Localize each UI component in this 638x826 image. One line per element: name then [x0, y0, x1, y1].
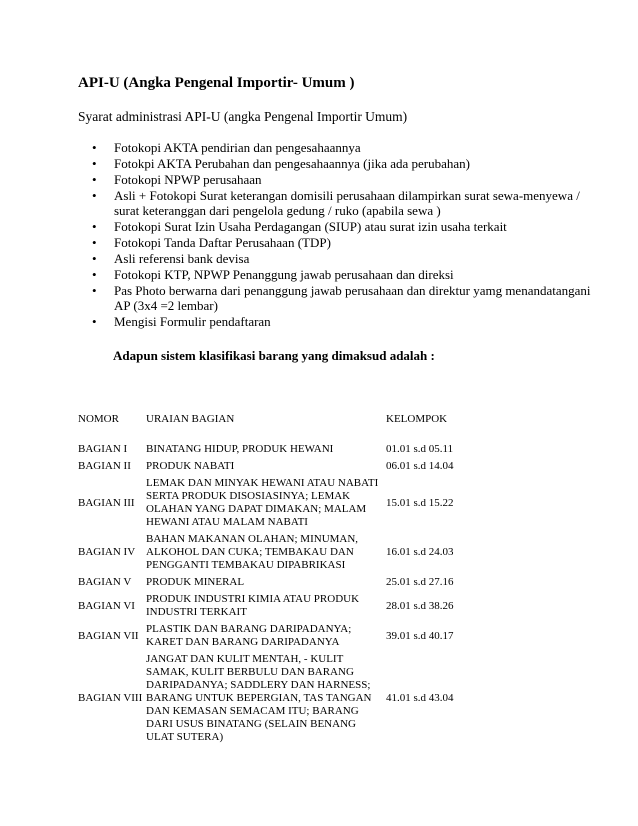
cell-uraian: PLASTIK DAN BARANG DARIPADANYA; KARET DAN BARANG DARIPADANYA — [146, 623, 352, 648]
requirement-text: Fotokopi KTP, NPWP Penanggung jawab perusahaan dan direksi — [114, 267, 454, 282]
header-spacer — [78, 433, 498, 442]
table-row — [78, 459, 498, 476]
table-row — [78, 442, 498, 459]
requirement-item — [92, 314, 592, 329]
table-header-row — [78, 413, 498, 433]
table-row — [78, 652, 498, 747]
bullet-icon: • — [92, 172, 97, 187]
requirements-list — [92, 140, 592, 330]
cell-uraian: BINATANG HIDUP, PRODUK HEWANI — [146, 443, 334, 455]
bullet-icon: • — [92, 156, 97, 171]
bullet-icon: • — [92, 188, 97, 203]
cell-kelompok: 15.01 s.d 15.22 — [386, 496, 454, 509]
table-body — [78, 442, 498, 747]
cell-kelompok: 16.01 s.d 24.03 — [386, 546, 454, 558]
bullet-icon: • — [92, 267, 97, 282]
bullet-icon: • — [92, 235, 97, 250]
table-row — [78, 532, 498, 575]
table-row — [78, 575, 498, 592]
bullet-icon: • — [92, 314, 97, 329]
header-kelompok: KELOMPOK — [386, 413, 448, 425]
cell-kelompok: 25.01 s.d 27.16 — [386, 576, 454, 588]
cell-uraian: LEMAK DAN MINYAK HEWANI ATAU NABATI SERTA PRODUK DISOSIASINYA; LEMAK OLAHAN YANG DAPAT DIMAKAN; MALAM HEWANI ATAU MALAM NABATI — [146, 477, 379, 528]
cell-kelompok: 28.01 s.d 38.26 — [386, 599, 454, 612]
header-nomor: NOMOR — [78, 413, 119, 425]
requirement-text: Asli referensi bank devisa — [114, 251, 250, 266]
requirement-item — [92, 188, 592, 218]
requirement-text: Fotokpi AKTA Perubahan dan pengesahaannya (jika ada perubahan) — [114, 156, 470, 171]
requirement-text: Mengisi Formulir pendaftaran — [114, 314, 271, 329]
cell-kelompok: 06.01 s.d 14.04 — [386, 460, 454, 472]
document-title: API-U (Angka Pengenal Importir- Umum ) — [78, 75, 355, 91]
requirement-text: Fotokopi NPWP perusahaan — [114, 172, 262, 187]
requirement-text: Pas Photo berwarna dari penanggung jawab perusahaan dan direktur yamg menandatangani AP (3x4 =2 lembar) — [114, 283, 591, 313]
bullet-icon: • — [92, 140, 97, 155]
cell-nomor: BAGIAN III — [78, 496, 135, 509]
cell-nomor: BAGIAN II — [78, 460, 131, 472]
cell-kelompok: 41.01 s.d 43.04 — [386, 692, 454, 704]
cell-nomor: BAGIAN IV — [78, 546, 136, 558]
cell-nomor: BAGIAN VII — [78, 629, 139, 642]
bullet-icon: • — [92, 283, 97, 298]
table-row — [78, 476, 498, 532]
requirement-text: Fotokopi AKTA pendirian dan pengesahaannya — [114, 140, 361, 155]
cell-nomor: BAGIAN I — [78, 443, 128, 455]
table-row — [78, 592, 498, 622]
requirement-item — [92, 172, 592, 187]
cell-nomor: BAGIAN VIII — [78, 692, 143, 704]
requirement-item — [92, 219, 592, 234]
cell-uraian: PRODUK NABATI — [146, 460, 235, 472]
bullet-icon: • — [92, 251, 97, 266]
cell-nomor: BAGIAN VI — [78, 599, 135, 612]
requirement-item — [92, 235, 592, 250]
classification-heading: Adapun sistem klasifikasi barang yang dimaksud adalah : — [113, 348, 435, 363]
requirement-item — [92, 140, 592, 155]
requirement-item — [92, 251, 592, 266]
cell-kelompok: 01.01 s.d 05.11 — [386, 443, 454, 455]
cell-uraian: PRODUK MINERAL — [146, 576, 245, 588]
document-subtitle: Syarat administrasi API-U (angka Pengenal Importir Umum) — [78, 109, 408, 124]
table-row — [78, 622, 498, 652]
cell-uraian: JANGAT DAN KULIT MENTAH, - KULIT SAMAK, KULIT BERBULU DAN BARANG DARIPADANYA; SADDLERY DAN HARNESS; BARANG UNTUK BEPERGIAN, TAS TANGAN DAN KEMASAN SEMACAM ITU; BARANG DARI USUS BINATANG (SELAIN BENANG ULAT SUTERA) — [146, 653, 372, 743]
classification-table — [78, 413, 498, 747]
header-uraian: URAIAN BAGIAN — [146, 413, 235, 425]
requirement-text: Fotokopi Surat Izin Usaha Perdagangan (SIUP) atau surat izin usaha terkait — [114, 219, 507, 234]
requirement-item — [92, 156, 592, 171]
requirement-text: Asli + Fotokopi Surat keterangan domisili perusahaan dilampirkan surat sewa-menyewa / surat keteranggan dari pengelola gedung / ruko (apabila sewa ) — [114, 188, 580, 218]
requirement-item — [92, 267, 592, 282]
bullet-icon: • — [92, 219, 97, 234]
cell-uraian: BAHAN MAKANAN OLAHAN; MINUMAN, ALKOHOL DAN CUKA; TEMBAKAU DAN PENGGANTI TEMBAKAU DIPABRIKASI — [146, 533, 359, 571]
cell-nomor: BAGIAN V — [78, 576, 132, 588]
cell-uraian: PRODUK INDUSTRI KIMIA ATAU PRODUK INDUSTRI TERKAIT — [146, 593, 360, 618]
cell-kelompok: 39.01 s.d 40.17 — [386, 629, 454, 642]
requirement-text: Fotokopi Tanda Daftar Perusahaan (TDP) — [114, 235, 331, 250]
requirement-item — [92, 283, 592, 313]
